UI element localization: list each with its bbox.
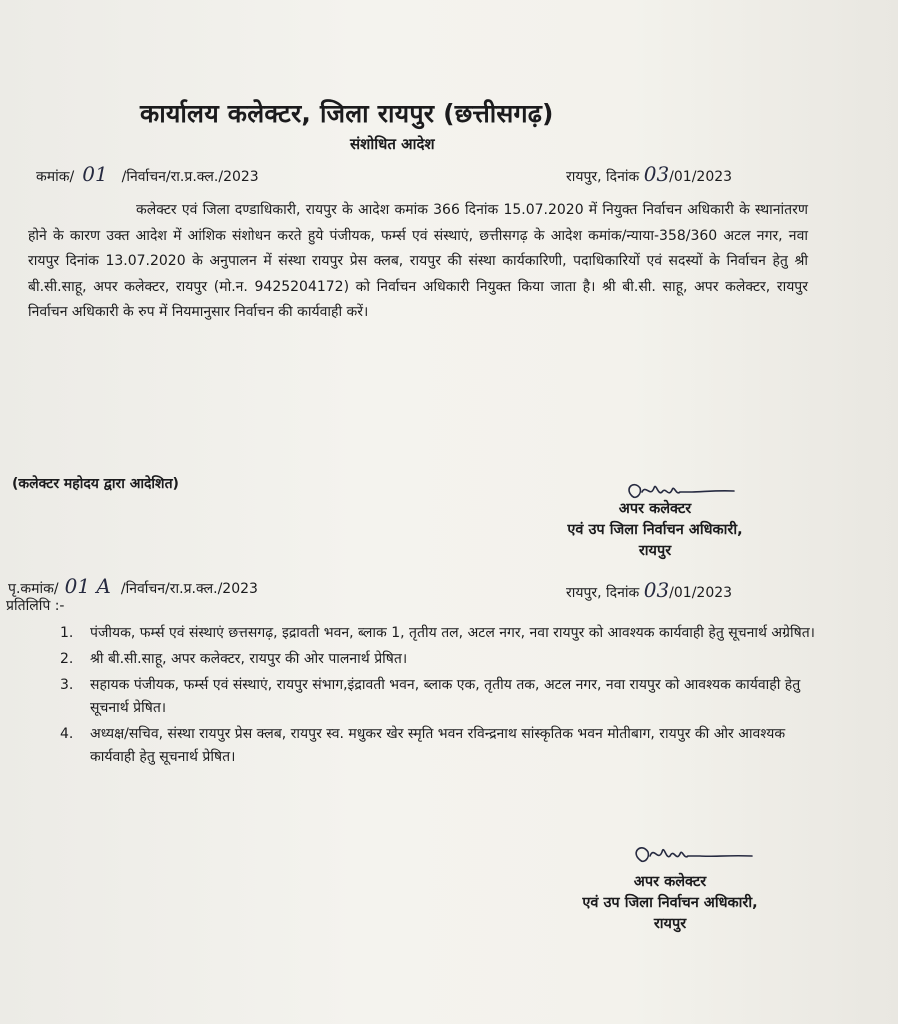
signature-2-block [525,872,815,935]
list-item [60,674,830,720]
list-item-number: 3. [60,677,74,693]
endorsement-date-line [566,578,732,602]
signature-1-role: एवं उप जिला निर्वाचन अधिकारी, [567,522,743,538]
endorsement-number-prefix: पृ.कमांक/ [8,581,59,597]
order-body-text: कलेक्टर एवं जिला दण्डाधिकारी, रायपुर के आदेश कमांक 366 दिनांक 15.07.2020 में नियुक्त निर्वाचन अधिकारी के स्थानांतरण होने के कारण उक्त आदेश में आंशिक संशोधन करते हुये पंजीयक, फर्म्स एवं संस्थाएं, छत्तीसगढ़ के आदेश कमांक/न्याया-358/360 अटल नगर, नवा रायपुर दिनांक 13.07.2020 के अनुपालन में संस्था रायपुर प्रेस क्लब, रायपुर की संस्था कार्यकारिणी, पदाधिकारियों एवं सदस्यों के निर्वाचन हेतु श्री बी.सी.साहू, अपर कलेक्टर, रायपुर (मो.न. 9425204172) को निर्वाचन अधिकारी नियुक्त किया जाता है। श्री बी.सी. साहू, अपर कलेक्टर, रायपुर निर्वाचन अधिकारी के रुप में नियमानुसार निर्वाचन की कार्यवाही करें। [28,202,808,321]
order-date-suffix: /01/2023 [669,169,733,185]
signature-2-role: एवं उप जिला निर्वाचन अधिकारी, [582,895,758,911]
endorsement-date-suffix: /01/2023 [669,585,733,601]
order-date-prefix: रायपुर, दिनांक [566,169,640,185]
list-item-number: 2. [60,651,74,667]
signature-2-scribble [628,840,758,874]
signature-1-block [520,499,790,562]
list-item-text: पंजीयक, फर्म्स एवं संस्थाएं छत्तसगढ़, इद्रावती भवन, ब्लाक 1, तृतीय तल, अटल नगर, नवा रायपुर को आवश्यक कार्यवाही हेतु सूचनार्थ अग्रेषित। [90,625,815,641]
list-item [60,622,830,645]
order-body-paragraph [28,198,808,326]
list-item-text: अध्यक्ष/सचिव, संस्था रायपुर प्रेस क्लब, रायपुर स्व. मधुकर खेर स्मृति भवन रविन्द्रनाथ सांस्कृतिक भवन मोतीबाग, रायपुर की ओर आवश्यक कार्यवाही हेतु सूचनार्थ प्रेषित। [90,726,786,765]
order-number-suffix: /निर्वाचन/रा.प्र.क्ल./2023 [121,169,259,185]
signature-1-designation: अपर कलेक्टर [618,501,692,517]
endorsement-date-handwritten: 03 [643,578,670,602]
copies-list [60,622,830,769]
endorsement-number-suffix: /निर्वाचन/रा.प्र.क्ल./2023 [120,581,258,597]
order-number-prefix: कमांक/ [36,169,75,185]
order-date-handwritten: 03 [643,162,670,186]
list-item [60,648,830,671]
signature-2-designation: अपर कलेक्टर [633,874,707,890]
endorsement-number-handwritten: 01 A [64,574,111,598]
ordered-by-note: (कलेक्टर महोदय द्वारा आदेशित) [12,476,179,492]
order-number-line [36,162,259,186]
endorsement-date-prefix: रायपुर, दिनांक [566,585,640,601]
order-number-handwritten: 01 [82,162,108,186]
list-item-text: सहायक पंजीयक, फर्म्स एवं संस्थाएं, रायपुर संभाग,इंद्रावती भवन, ब्लाक एक, तृतीय तक, अटल नगर, नवा रायपुर को आवश्यक कार्यवाही हेतु सूचनार्थ प्रेषित। [90,677,801,716]
office-title: कार्यालय कलेक्टर, जिला रायपुर (छत्तीसगढ़) [140,99,554,128]
endorsement-number-line [8,574,258,598]
copy-to-label: प्रतिलिपि :- [6,598,65,614]
order-subtitle: संशोधित आदेश [350,135,435,153]
list-item [60,723,830,769]
list-item-number: 4. [60,726,74,742]
list-item-number: 1. [60,625,74,641]
order-date-line [566,162,732,186]
signature-1-place: रायपुर [638,543,672,559]
list-item-text: श्री बी.सी.साहू, अपर कलेक्टर, रायपुर की ओर पालनार्थ प्रेषित। [90,651,408,667]
signature-2-place: रायपुर [653,916,687,932]
